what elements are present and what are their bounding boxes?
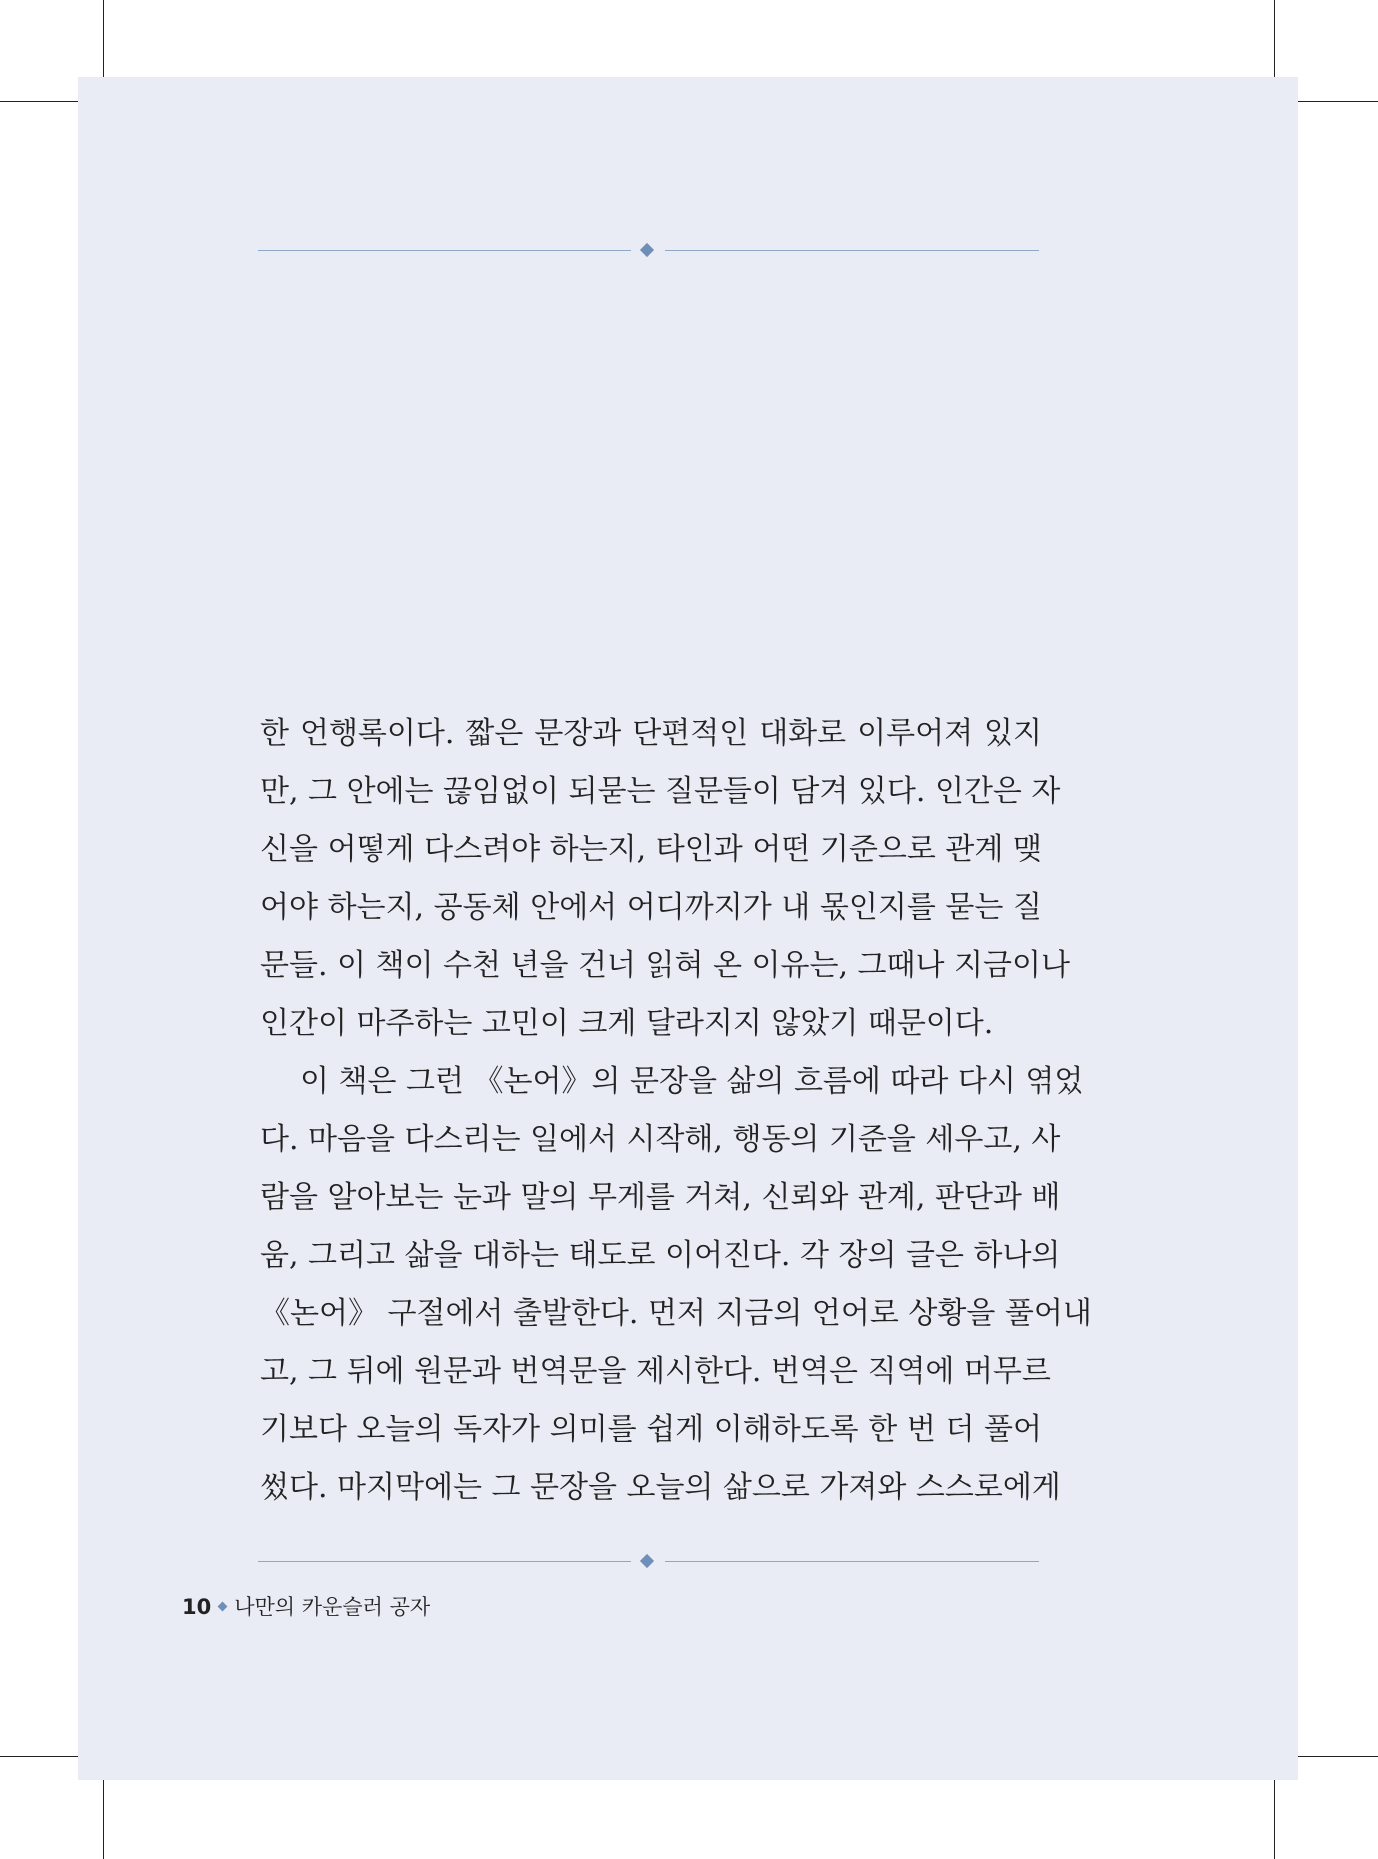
text-line: 한 언행록이다. 짧은 문장과 단편적인 대화로 이루어져 있지 (260, 716, 1042, 751)
crop-mark-top-right (1274, 0, 1275, 77)
crop-mark-left-bottom (0, 1756, 78, 1757)
bottom-ornament-rule (258, 1551, 1039, 1573)
text-line: 기보다 오늘의 독자가 의미를 쉽게 이해하도록 한 번 더 풀어 (260, 1412, 1042, 1447)
rule-line-left (258, 250, 631, 251)
text-line: 《논어》 구절에서 출발한다. 먼저 지금의 언어로 상황을 풀어내 (260, 1296, 1092, 1331)
text-line: 신을 어떻게 다스려야 하는지, 타인과 어떤 기준으로 관계 맺 (260, 832, 1042, 867)
text-line: 람을 알아보는 눈과 말의 무게를 거쳐, 신뢰와 관계, 판단과 배 (260, 1180, 1061, 1215)
book-page (78, 77, 1298, 1780)
running-title: 나만의 카운슬러 공자 (234, 1595, 431, 1619)
page-footer (182, 1592, 430, 1622)
text-line: 다. 마음을 다스리는 일에서 시작해, 행동의 기준을 세우고, 사 (260, 1122, 1061, 1157)
text-line: 만, 그 안에는 끊임없이 되묻는 질문들이 담겨 있다. 인간은 자 (260, 774, 1061, 809)
crop-mark-top-left (103, 0, 104, 77)
text-line: 썼다. 마지막에는 그 문장을 오늘의 삶으로 가져와 스스로에게 (260, 1470, 1061, 1505)
crop-mark-right-bottom (1298, 1756, 1378, 1757)
page-number: 10 (182, 1595, 212, 1619)
text-line: 이 책은 그런 《논어》의 문장을 삶의 흐름에 따라 다시 엮었 (300, 1064, 1084, 1099)
diamond-ornament-icon (640, 1554, 654, 1568)
rule-line-right (665, 250, 1039, 251)
diamond-bullet-icon (218, 1602, 228, 1612)
text-line: 어야 하는지, 공동체 안에서 어디까지가 내 몫인지를 묻는 질 (260, 890, 1042, 925)
top-ornament-rule (258, 240, 1039, 262)
crop-mark-bottom-right (1274, 1780, 1275, 1859)
text-line: 인간이 마주하는 고민이 크게 달라지지 않았기 때문이다. (260, 1006, 994, 1041)
rule-line-right (665, 1561, 1039, 1562)
text-line: 움, 그리고 삶을 대하는 태도로 이어진다. 각 장의 글은 하나의 (260, 1238, 1061, 1273)
diamond-ornament-icon (640, 243, 654, 257)
crop-mark-left-top (0, 101, 78, 102)
crop-mark-right-top (1298, 101, 1378, 102)
rule-line-left (258, 1561, 631, 1562)
text-line: 문들. 이 책이 수천 년을 건너 읽혀 온 이유는, 그때나 지금이나 (260, 948, 1070, 983)
body-paragraphs (260, 705, 1092, 1517)
crop-mark-bottom-left (103, 1780, 104, 1859)
text-line: 고, 그 뒤에 원문과 번역문을 제시한다. 번역은 직역에 머무르 (260, 1354, 1051, 1389)
